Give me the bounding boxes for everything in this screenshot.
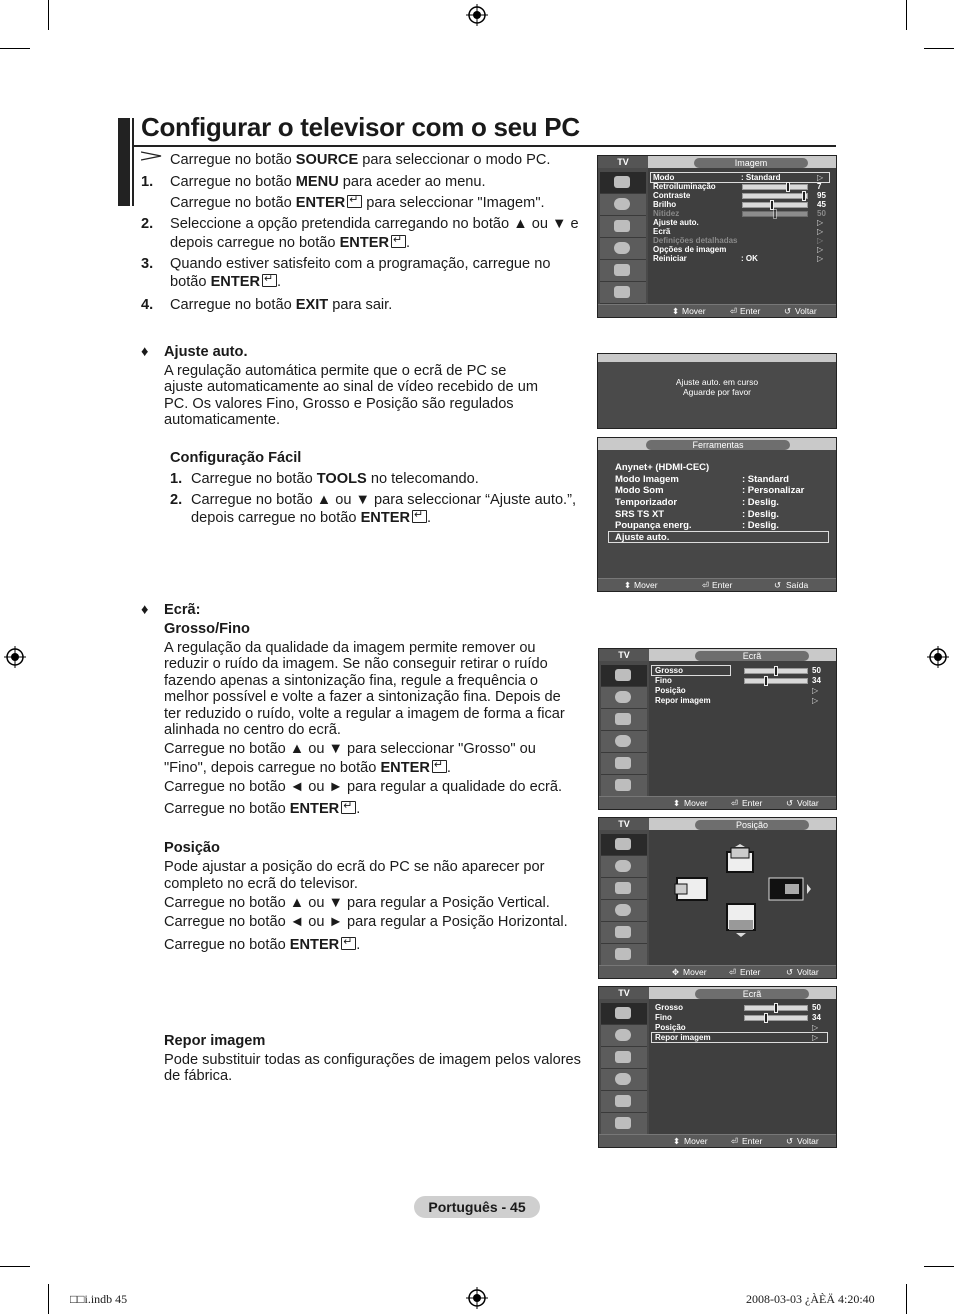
osd-row-label: Fino	[655, 676, 672, 685]
osd-row-label: Grosso	[655, 1003, 684, 1012]
step-3b: botão ENTER↵ .	[170, 274, 281, 291]
tv-label: TV	[599, 649, 649, 661]
level-knob	[802, 191, 806, 201]
step-intro: Carregue no botão SOURCE para seleccionar o modo PC.	[170, 152, 551, 168]
channel-menu-icon	[601, 878, 647, 900]
paragraph-line: completo no ecrã do televisor.	[164, 876, 358, 892]
section-title-ajuste: Ajuste auto.	[164, 344, 248, 360]
step-2a: Seleccione a opção pretendida carregando no botão ▲ ou ▼ e	[170, 216, 579, 232]
osd-row-label: Posição	[655, 686, 686, 695]
step-number: 1.	[141, 174, 154, 190]
osd-row-value: 45	[817, 200, 826, 209]
level-knob	[764, 1013, 768, 1023]
paragraph-line: Carregue no botão ◄ ou ► para regular a Posição Horizontal.	[164, 914, 568, 930]
level-bar	[744, 678, 808, 684]
arrow-bullet-icon	[141, 150, 163, 162]
osd-sidebar	[599, 830, 649, 968]
paragraph-line: automaticamente.	[164, 412, 281, 428]
chevron-right-icon: ▷	[812, 696, 819, 705]
osd-tools-menu	[597, 437, 837, 592]
footer-back: Voltar	[797, 798, 819, 808]
osd-row-label: Brilho	[653, 200, 677, 209]
osd-row-value: 7	[817, 182, 822, 191]
paragraph-line: "Fino", depois carregue no botão ENTER↵ .	[164, 760, 451, 777]
progress-line-1: Ajuste auto. em curso	[675, 377, 759, 387]
sound-menu-icon	[601, 687, 647, 709]
easy-step-1: Carregue no botão TOOLS no telecomando.	[191, 471, 479, 487]
osd-footer	[599, 796, 836, 809]
setup-menu-icon	[601, 731, 647, 753]
setup-menu-icon	[601, 900, 647, 922]
osd-footer	[598, 304, 836, 317]
osd-ecra-menu	[598, 648, 837, 810]
step-number: 2.	[141, 216, 154, 232]
print-slug-left: □□i.indb 45	[70, 1292, 128, 1306]
osd-row-label: Modo Som	[615, 485, 664, 496]
paragraph-line: alinhada no centro do ecrã.	[164, 722, 341, 738]
osd-row-value: 95	[817, 191, 826, 200]
osd-row-label: Contraste	[653, 191, 691, 200]
osd-footer	[598, 578, 836, 591]
chevron-right-icon: ▷	[817, 236, 824, 245]
chevron-right-icon: ▷	[817, 245, 824, 254]
footer-enter: Enter	[740, 967, 761, 977]
title-rule	[134, 145, 836, 147]
osd-row-label: Definições detalhadas	[653, 236, 738, 245]
osd-row-value: 34	[812, 676, 821, 685]
page-number-badge: Português - 45	[414, 1196, 540, 1218]
footer-move: Mover	[683, 967, 707, 977]
return-icon: ↺	[784, 306, 792, 316]
tv-label: TV	[599, 987, 649, 999]
chevron-right-icon: ▷	[817, 173, 824, 182]
osd-header: Ferramentas	[646, 440, 790, 450]
level-bar	[742, 193, 808, 199]
chevron-right-icon: ▷	[812, 1033, 819, 1042]
heading-bar-thin	[132, 118, 134, 206]
footer-back: Voltar	[797, 1136, 819, 1146]
footer-move: Mover	[634, 580, 658, 590]
enter-icon	[341, 937, 356, 950]
osd-row-value: : OK	[741, 254, 758, 263]
channel-menu-icon	[600, 216, 646, 238]
registration-mark-icon	[927, 646, 949, 668]
osd-row-label: Repor imagem	[655, 1033, 711, 1042]
osd-row-value: : Deslig.	[742, 497, 779, 508]
progress-line-2: Aguarde por favor	[682, 387, 752, 397]
enter-icon: ⏎	[702, 580, 710, 590]
paragraph-line: Carregue no botão ▲ ou ▼ para seleccionar "Grosso" ou	[164, 741, 536, 757]
input-menu-icon	[600, 260, 646, 282]
paragraph-line: A regulação da qualidade da imagem permite remover ou	[164, 640, 536, 656]
osd-row-value: 50	[812, 1003, 821, 1012]
easy-step-2a: Carregue no botão ▲ ou ▼ para seleccionar “Ajuste auto.”,	[191, 492, 577, 508]
chevron-right-icon: ▷	[817, 254, 824, 263]
osd-sidebar	[599, 661, 649, 799]
paragraph-line: fazendo apenas a sintonização fina, regule a frequência o	[164, 673, 539, 689]
paragraph-line: Pode substituir todas as configurações de imagem pelos valores	[164, 1052, 581, 1068]
osd-row-label: Anynet+ (HDMI-CEC)	[615, 462, 710, 473]
osd-header: Posição	[695, 820, 809, 830]
paragraph-line: PC. Os valores Fino, Grosso e Posição são regulados	[164, 396, 514, 412]
application-menu-icon	[601, 944, 647, 966]
enter-icon: ⏎	[731, 798, 739, 808]
osd-row-label: Posição	[655, 1023, 686, 1032]
osd-row-value: : Deslig.	[742, 520, 779, 531]
osd-sidebar	[598, 168, 648, 307]
enter-icon: ⏎	[729, 967, 737, 977]
bullet: ♦	[141, 602, 149, 618]
paragraph-line: reduzir o ruído da imagem. Se não conseguir retirar o ruído	[164, 656, 548, 672]
osd-sidebar	[599, 999, 649, 1137]
footer-back: Saída	[786, 580, 809, 590]
osd-row-label: Temporizador	[615, 497, 678, 508]
level-bar	[742, 184, 808, 190]
subtitle-grosso-fino: Grosso/Fino	[164, 621, 250, 637]
paragraph-line: de fábrica.	[164, 1068, 233, 1084]
tv-label: TV	[599, 818, 649, 830]
step-number: 2.	[170, 492, 183, 508]
picture-menu-icon	[601, 665, 647, 687]
paragraph-line: Carregue no botão ◄ ou ► para regular a qualidade do ecrã.	[164, 779, 563, 795]
osd-header: Ecrã	[695, 651, 809, 661]
level-knob	[774, 1003, 778, 1013]
sound-menu-icon	[601, 1025, 647, 1047]
footer-back: Voltar	[797, 967, 819, 977]
osd-row-value: : Personalizar	[742, 485, 805, 496]
enter-icon	[341, 801, 356, 814]
osd-progress-dialog	[597, 353, 837, 429]
osd-header: Ecrã	[695, 989, 809, 999]
osd-footer	[599, 1134, 836, 1147]
step-number: 3.	[141, 256, 154, 272]
footer-enter: Enter	[742, 798, 763, 808]
footer-move: Mover	[682, 306, 706, 316]
osd-row-label: Opções de imagem	[653, 245, 727, 254]
registration-mark-icon	[466, 4, 488, 26]
return-icon: ↺	[786, 1136, 794, 1146]
paragraph-line: ajuste automaticamente ao sinal de vídeo recebido de um	[164, 379, 538, 395]
osd-footer	[599, 965, 836, 978]
paragraph-line: Pode ajustar a posição do ecrã do PC se não aparecer por	[164, 859, 545, 875]
step-number: 1.	[170, 471, 183, 487]
level-knob	[774, 666, 778, 676]
osd-row-label: Ajuste auto.	[653, 218, 699, 227]
osd-posicao-menu	[598, 817, 837, 979]
return-icon: ↺	[786, 798, 794, 808]
step-3a: Quando estiver satisfeito com a programação, carregue no	[170, 256, 551, 272]
step-1b: Carregue no botão ENTER↵ para seleccionar "Imagem".	[170, 195, 545, 212]
osd-row-label: Ajuste auto.	[615, 532, 670, 543]
print-slug-right: 2008-03-03 ¿ÀÈÄ 4:20:40	[746, 1292, 875, 1306]
footer-enter: Enter	[712, 580, 733, 590]
osd-row-label: Fino	[655, 1013, 672, 1022]
osd-row-label: SRS TS XT	[615, 509, 665, 520]
channel-menu-icon	[601, 1047, 647, 1069]
move-icon: ⬍	[673, 798, 681, 808]
level-knob	[764, 676, 768, 686]
sound-menu-icon	[600, 194, 646, 216]
sound-menu-icon	[601, 856, 647, 878]
osd-row-value: 34	[812, 1013, 821, 1022]
move-icon: ✥	[672, 967, 680, 977]
input-menu-icon	[601, 1091, 647, 1113]
enter-icon: ⏎	[730, 306, 738, 316]
heading-bar	[118, 118, 130, 206]
enter-icon: ⏎	[731, 1136, 739, 1146]
osd-row-label: Poupança energ.	[615, 520, 692, 531]
footer-enter: Enter	[742, 1136, 763, 1146]
paragraph-line: melhor possível e volte a fazer a sintonização fina. Depois de	[164, 689, 561, 705]
osd-row-label: Nitidez	[653, 209, 680, 218]
step-4: Carregue no botão EXIT para sair.	[170, 297, 393, 313]
application-menu-icon	[601, 1113, 647, 1135]
setup-menu-icon	[601, 1069, 647, 1091]
picture-menu-icon	[601, 834, 647, 856]
application-menu-icon	[601, 775, 647, 797]
paragraph-line: Carregue no botão ▲ ou ▼ para regular a Posição Vertical.	[164, 895, 550, 911]
level-bar	[742, 202, 808, 208]
paragraph-line: Carregue no botão ENTER↵ .	[164, 937, 360, 954]
enter-icon	[432, 760, 447, 773]
level-knob	[773, 209, 777, 219]
step-1a: Carregue no botão MENU para aceder ao menu.	[170, 174, 486, 190]
osd-imagem-menu	[597, 155, 837, 318]
application-menu-icon	[600, 282, 646, 304]
osd-row-label: Repor imagem	[655, 696, 711, 705]
footer-move: Mover	[684, 1136, 708, 1146]
return-icon: ↺	[786, 967, 794, 977]
osd-row-label: Modo Imagem	[615, 474, 679, 485]
paragraph-line: ter reduzido o ruído, volte a regular a imagem de forma a ficar	[164, 706, 565, 722]
paragraph-line: A regulação automática permite que o ecrã de PC se	[164, 363, 507, 379]
osd-header: Imagem	[694, 158, 808, 168]
picture-menu-icon	[601, 1003, 647, 1025]
osd-row-label: Modo	[653, 173, 675, 182]
registration-mark-icon	[4, 646, 26, 668]
move-icon: ⬍	[672, 306, 680, 316]
osd-row-label: Ecrã	[653, 227, 671, 236]
enter-icon	[412, 510, 427, 523]
bullet: ♦	[141, 344, 149, 360]
chevron-right-icon: ▷	[817, 227, 824, 236]
osd-row-value: : Standard	[742, 474, 789, 485]
return-icon: ↺	[774, 580, 782, 590]
registration-mark-icon	[466, 1287, 488, 1309]
channel-menu-icon	[601, 709, 647, 731]
section-title-ecra: Ecrã:	[164, 602, 201, 618]
easy-step-2b: depois carregue no botão ENTER↵ .	[191, 510, 431, 527]
footer-move: Mover	[684, 798, 708, 808]
input-menu-icon	[601, 922, 647, 944]
chevron-right-icon: ▷	[817, 218, 824, 227]
position-diagram	[673, 844, 823, 964]
level-bar	[744, 1015, 808, 1021]
step-2b: depois carregue no botão ENTER↵ .	[170, 235, 410, 252]
osd-row-value: : Standard	[741, 173, 781, 182]
footer-enter: Enter	[740, 306, 761, 316]
level-knob	[786, 182, 790, 192]
easy-setup-title: Configuração Fácil	[170, 450, 302, 466]
osd-row-value: 50	[812, 666, 821, 675]
osd-row-label: Reiniciar	[653, 254, 687, 263]
page-title: Configurar o televisor com o seu PC	[141, 112, 580, 142]
enter-icon	[262, 274, 277, 287]
input-menu-icon	[601, 753, 647, 775]
chevron-right-icon: ▷	[812, 686, 819, 695]
osd-row-value: : Deslig.	[742, 509, 779, 520]
osd-ecra-menu-reset	[598, 986, 837, 1148]
osd-row-label: Grosso	[655, 666, 684, 675]
step-number: 4.	[141, 297, 154, 313]
osd-row-value: 50	[817, 209, 826, 218]
setup-menu-icon	[600, 238, 646, 260]
move-icon: ⬍	[624, 580, 632, 590]
picture-menu-icon	[600, 172, 646, 194]
paragraph-line: Carregue no botão ENTER↵ .	[164, 801, 360, 818]
osd-row-label: Retroiluminação	[653, 182, 716, 191]
move-icon: ⬍	[673, 1136, 681, 1146]
chevron-right-icon: ▷	[812, 1023, 819, 1032]
subtitle-repor: Repor imagem	[164, 1033, 266, 1049]
enter-icon	[391, 235, 406, 248]
subtitle-posicao: Posição	[164, 840, 220, 856]
footer-back: Voltar	[795, 306, 817, 316]
enter-icon	[347, 195, 362, 208]
tv-label: TV	[598, 156, 648, 168]
